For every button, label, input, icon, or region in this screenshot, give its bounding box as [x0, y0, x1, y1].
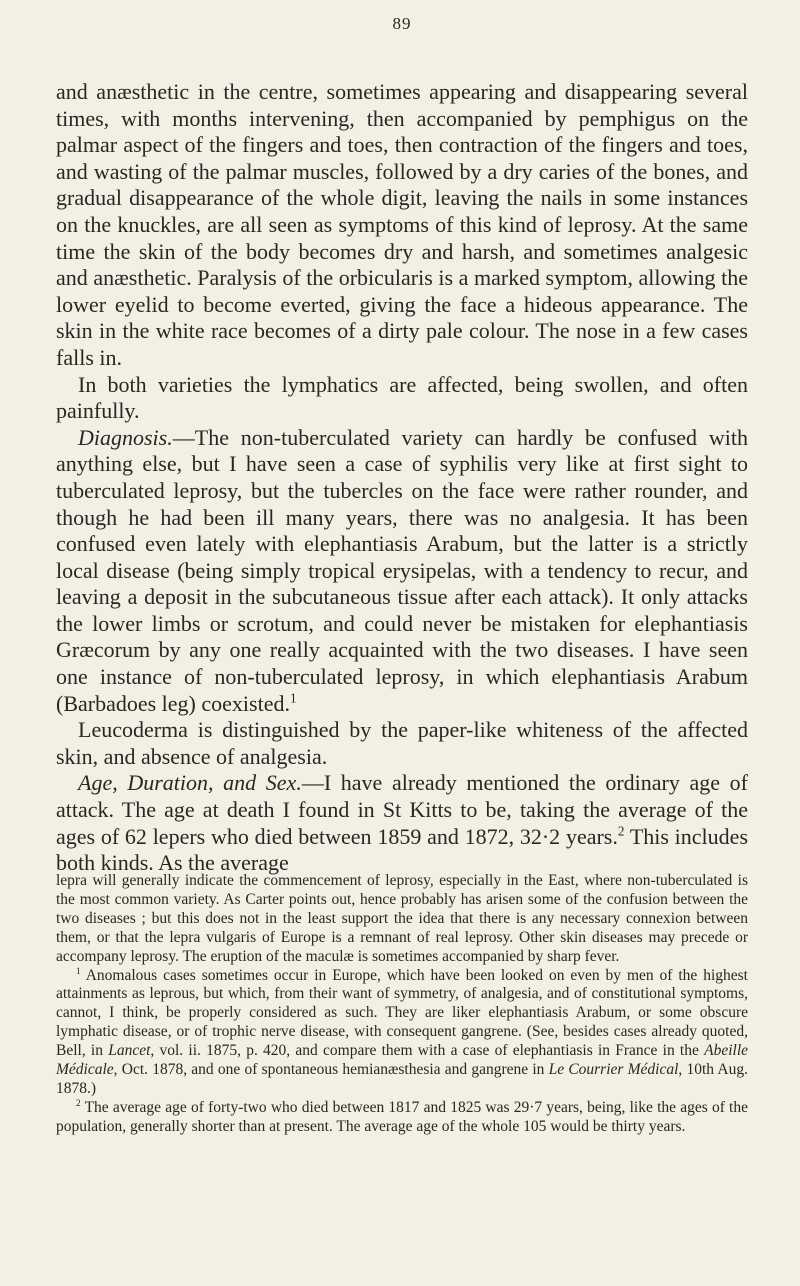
main-text	[56, 79, 748, 877]
italic-text: Age, Duration, and Sex.	[78, 770, 302, 796]
paragraph-p3	[56, 425, 748, 718]
footnote-marker: 2	[617, 823, 625, 839]
book-page	[56, 0, 748, 1286]
footnote-n0	[56, 872, 748, 967]
paragraph-p1	[56, 79, 748, 372]
text-run: and anæsthetic in the centre, sometimes appearing and disappearing several times, with months intervening, then accompanied by pemphigus on the palmar aspect of the fingers and toes, then contraction of the fingers and toes, and wasting of the palmar muscles, followed by a dry caries of the bones, and gradual disappearance of the whole digit, leaving the nails in some instances on the knuckles, are all seen as symptoms of this kind of leprosy. At the same time the skin of the body becomes dry and harsh, and sometimes analgesic and anæsthetic. Paralysis of the orbicularis is a marked symptom, allowing the lower eyelid to become everted, giving the face a hideous appearance. The skin in the white race becomes of a dirty pale colour. The nose in a few cases falls in.	[56, 79, 748, 370]
footnotes	[56, 872, 748, 1137]
italic-text: Lancet	[108, 1042, 151, 1060]
italic-text: Le Courrier Médical	[548, 1061, 679, 1079]
paragraph-p2	[56, 372, 748, 425]
footnote-marker: 2	[76, 1098, 81, 1109]
footnote-marker: 1	[289, 690, 297, 706]
text-run: —I have already mentioned the ordinary age of attack. The age at death I found in St Kitts to be, taking the average of the ages of 62 lepers who died between 1859 and 1872, 32·2 years.	[56, 770, 749, 849]
text-run: , Oct. 1878, and one of spontaneous hemianæsthesia and gangrene in	[113, 1061, 549, 1079]
paragraph-p5	[56, 770, 748, 876]
text-run: Leucoderma is distinguished by the paper-like whiteness of the affected skin, and absence of analgesia.	[56, 717, 748, 769]
text-run: This includes both kinds. As the average	[56, 823, 749, 876]
paragraph-p4	[56, 717, 748, 770]
text-run: In both varieties the lymphatics are affected, being swollen, and often painfully.	[56, 371, 748, 424]
italic-text: Abeille Médicale	[56, 1042, 749, 1079]
text-run: lepra will generally indicate the commencement of leprosy, especially in the East, where non-tuberculated is the most common variety. As Carter points out, hence probably has arisen some of the confusion between the two diseases ; but this does not in the least support the idea that there is any necessary connexion between them, or that the lepra vulgaris of Europe is a remnant of real leprosy. Other skin diseases may precede or accompany leprosy. The eruption of the maculæ is sometimes accompanied by sharp fever.	[56, 872, 748, 965]
page-number: 89	[392, 14, 412, 33]
text-run: , 10th Aug. 1878.)	[56, 1061, 748, 1097]
text-run: The average age of forty-two who died between 1817 and 1825 was 29·7 years, being, like the ages of the population, generally shorter than at present. The average age of the whole 105 would be thirty years.	[56, 1098, 748, 1135]
text-run: Anomalous cases sometimes occur in Europe, which have been looked on even by men of the highest attainments as leprous, but which, from their want of symmetry, of analgesia, and of constitutional symptoms, cannot, I think, be properly considered as such. They are liker elephantiasis Arabum, or some obscure lymphatic disease, or of trophic nerve disease, with consequent gangrene. (See, besides cases already quoted, Bell, in	[56, 966, 748, 1060]
footnote-n2	[56, 1099, 748, 1137]
footnote-marker: 1	[76, 966, 81, 977]
italic-text: Diagnosis.	[78, 424, 173, 450]
footnote-n1	[56, 967, 748, 1099]
text-run: —The non-tuberculated variety can hardly be confused with anything else, but I have seen a case of syphilis very like at first sight to tuberculated leprosy, but the tubercles on the face were rather rounder, and though he had been ill many years, there was no analgesia. It has been confused even lately with elephantiasis Arabum, but the latter is a strictly local disease (being simply tropical erysipelas, with a tendency to recur, and leaving a deposit in the subcutaneous tissue after each attack). It only attacks the lower limbs or scrotum, and could never be mistaken for elephantiasis Græcorum by any one really acquainted with the two diseases. I have seen one instance of non-tuberculated leprosy, in which elephantiasis Arabum (Barbadoes leg) coexisted.	[56, 424, 748, 716]
text-run: , vol. ii. 1875, p. 420, and compare them with a case of elephantiasis in France in the	[150, 1042, 705, 1060]
